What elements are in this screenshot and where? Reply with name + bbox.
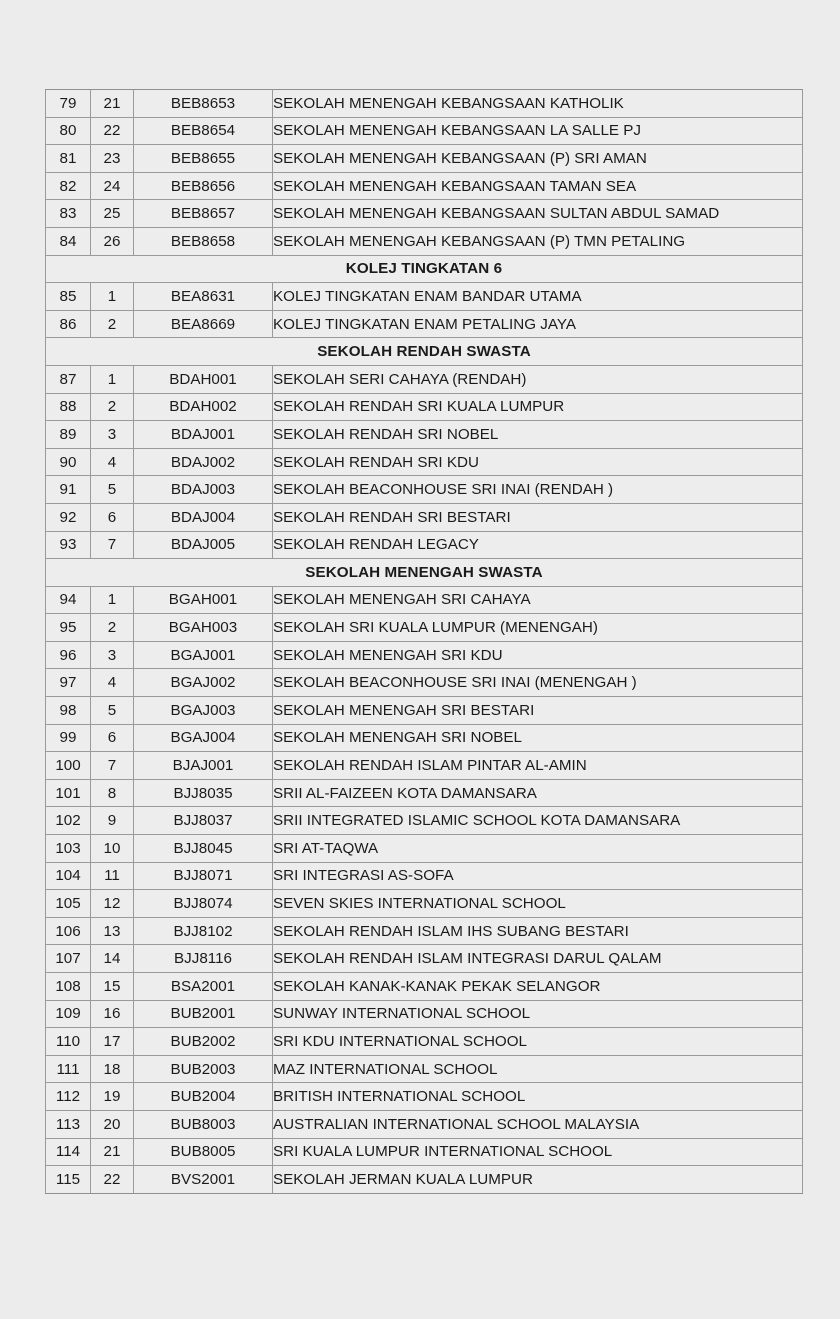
school-name-cell: SEKOLAH BEACONHOUSE SRI INAI (RENDAH ) <box>273 476 803 504</box>
school-code-cell: BEB8653 <box>134 90 273 118</box>
school-name-cell: SEKOLAH MENENGAH SRI BESTARI <box>273 697 803 725</box>
school-name-cell: MAZ INTERNATIONAL SCHOOL <box>273 1055 803 1083</box>
school-code-cell: BEA8669 <box>134 310 273 338</box>
school-code-cell: BJJ8071 <box>134 862 273 890</box>
row-sequence-cell: 17 <box>91 1028 134 1056</box>
school-code-cell: BGAJ004 <box>134 724 273 752</box>
row-number-cell: 79 <box>46 90 91 118</box>
row-sequence-cell: 9 <box>91 807 134 835</box>
school-name-cell: AUSTRALIAN INTERNATIONAL SCHOOL MALAYSIA <box>273 1110 803 1138</box>
row-sequence-cell: 21 <box>91 1138 134 1166</box>
school-name-cell: SEKOLAH MENENGAH SRI KDU <box>273 641 803 669</box>
table-row <box>46 503 803 531</box>
school-code-cell: BDAJ001 <box>134 421 273 449</box>
row-sequence-cell: 12 <box>91 890 134 918</box>
table-row <box>46 586 803 614</box>
row-sequence-cell: 2 <box>91 614 134 642</box>
section-header-row <box>46 255 803 283</box>
row-sequence-cell: 4 <box>91 669 134 697</box>
school-name-cell: SUNWAY INTERNATIONAL SCHOOL <box>273 1000 803 1028</box>
row-number-cell: 81 <box>46 145 91 173</box>
row-sequence-cell: 2 <box>91 393 134 421</box>
school-name-cell: SEKOLAH MENENGAH KEBANGSAAN TAMAN SEA <box>273 172 803 200</box>
table-row <box>46 448 803 476</box>
school-name-cell: SRI INTEGRASI AS-SOFA <box>273 862 803 890</box>
table-row <box>46 365 803 393</box>
table-row <box>46 807 803 835</box>
row-number-cell: 100 <box>46 752 91 780</box>
row-sequence-cell: 14 <box>91 945 134 973</box>
row-number-cell: 93 <box>46 531 91 559</box>
table-row <box>46 1083 803 1111</box>
school-code-cell: BUB8003 <box>134 1110 273 1138</box>
school-code-cell: BDAJ003 <box>134 476 273 504</box>
table-row <box>46 945 803 973</box>
school-code-cell: BDAH001 <box>134 365 273 393</box>
table-row <box>46 1028 803 1056</box>
row-sequence-cell: 2 <box>91 310 134 338</box>
row-sequence-cell: 23 <box>91 145 134 173</box>
school-code-cell: BGAH001 <box>134 586 273 614</box>
row-sequence-cell: 3 <box>91 421 134 449</box>
row-number-cell: 109 <box>46 1000 91 1028</box>
school-name-cell: SEKOLAH RENDAH SRI NOBEL <box>273 421 803 449</box>
row-number-cell: 82 <box>46 172 91 200</box>
school-code-cell: BVS2001 <box>134 1166 273 1194</box>
row-number-cell: 88 <box>46 393 91 421</box>
school-code-cell: BJAJ001 <box>134 752 273 780</box>
school-code-cell: BUB2003 <box>134 1055 273 1083</box>
row-sequence-cell: 5 <box>91 697 134 725</box>
school-name-cell: KOLEJ TINGKATAN ENAM BANDAR UTAMA <box>273 283 803 311</box>
row-sequence-cell: 22 <box>91 117 134 145</box>
row-sequence-cell: 6 <box>91 724 134 752</box>
school-list-table <box>45 89 803 1194</box>
row-sequence-cell: 10 <box>91 835 134 863</box>
school-code-cell: BJJ8045 <box>134 835 273 863</box>
row-number-cell: 105 <box>46 890 91 918</box>
table-row <box>46 779 803 807</box>
school-code-cell: BEB8656 <box>134 172 273 200</box>
row-number-cell: 84 <box>46 227 91 255</box>
school-code-cell: BEB8658 <box>134 227 273 255</box>
school-code-cell: BJJ8116 <box>134 945 273 973</box>
school-code-cell: BJJ8102 <box>134 917 273 945</box>
table-row <box>46 421 803 449</box>
section-header-title: KOLEJ TINGKATAN 6 <box>46 255 803 283</box>
table-row <box>46 310 803 338</box>
school-name-cell: SEKOLAH MENENGAH KEBANGSAAN KATHOLIK <box>273 90 803 118</box>
table-row <box>46 227 803 255</box>
school-code-cell: BGAJ002 <box>134 669 273 697</box>
row-number-cell: 95 <box>46 614 91 642</box>
row-number-cell: 90 <box>46 448 91 476</box>
school-code-cell: BJJ8035 <box>134 779 273 807</box>
school-code-cell: BEB8657 <box>134 200 273 228</box>
school-code-cell: BUB2001 <box>134 1000 273 1028</box>
row-sequence-cell: 7 <box>91 531 134 559</box>
row-number-cell: 102 <box>46 807 91 835</box>
table-row <box>46 1138 803 1166</box>
school-code-cell: BSA2001 <box>134 973 273 1001</box>
row-sequence-cell: 15 <box>91 973 134 1001</box>
row-sequence-cell: 18 <box>91 1055 134 1083</box>
school-name-cell: SEKOLAH MENENGAH SRI NOBEL <box>273 724 803 752</box>
row-number-cell: 98 <box>46 697 91 725</box>
row-number-cell: 94 <box>46 586 91 614</box>
row-sequence-cell: 24 <box>91 172 134 200</box>
row-number-cell: 115 <box>46 1166 91 1194</box>
row-number-cell: 112 <box>46 1083 91 1111</box>
table-row <box>46 117 803 145</box>
school-name-cell: SRI KDU INTERNATIONAL SCHOOL <box>273 1028 803 1056</box>
school-name-cell: SEKOLAH MENENGAH KEBANGSAAN LA SALLE PJ <box>273 117 803 145</box>
row-number-cell: 89 <box>46 421 91 449</box>
table-row <box>46 1055 803 1083</box>
school-code-cell: BGAJ001 <box>134 641 273 669</box>
school-code-cell: BEB8654 <box>134 117 273 145</box>
school-name-cell: SEKOLAH RENDAH SRI KUALA LUMPUR <box>273 393 803 421</box>
row-sequence-cell: 26 <box>91 227 134 255</box>
row-number-cell: 83 <box>46 200 91 228</box>
school-code-cell: BDAJ004 <box>134 503 273 531</box>
school-name-cell: SEKOLAH RENDAH SRI BESTARI <box>273 503 803 531</box>
row-number-cell: 108 <box>46 973 91 1001</box>
row-number-cell: 106 <box>46 917 91 945</box>
school-name-cell: SRI KUALA LUMPUR INTERNATIONAL SCHOOL <box>273 1138 803 1166</box>
school-code-cell: BUB2004 <box>134 1083 273 1111</box>
table-row <box>46 476 803 504</box>
row-sequence-cell: 4 <box>91 448 134 476</box>
row-sequence-cell: 25 <box>91 200 134 228</box>
table-row <box>46 862 803 890</box>
school-name-cell: SEKOLAH MENENGAH KEBANGSAAN (P) SRI AMAN <box>273 145 803 173</box>
table-row <box>46 835 803 863</box>
row-number-cell: 97 <box>46 669 91 697</box>
table-row <box>46 669 803 697</box>
school-code-cell: BEB8655 <box>134 145 273 173</box>
row-number-cell: 85 <box>46 283 91 311</box>
section-header-row <box>46 338 803 366</box>
table-row <box>46 917 803 945</box>
row-number-cell: 114 <box>46 1138 91 1166</box>
table-row <box>46 697 803 725</box>
row-sequence-cell: 8 <box>91 779 134 807</box>
row-sequence-cell: 11 <box>91 862 134 890</box>
school-name-cell: SEKOLAH RENDAH ISLAM INTEGRASI DARUL QALAM <box>273 945 803 973</box>
row-sequence-cell: 1 <box>91 365 134 393</box>
table-row <box>46 531 803 559</box>
school-name-cell: SEKOLAH RENDAH SRI KDU <box>273 448 803 476</box>
school-name-cell: SEKOLAH BEACONHOUSE SRI INAI (MENENGAH ) <box>273 669 803 697</box>
school-name-cell: BRITISH INTERNATIONAL SCHOOL <box>273 1083 803 1111</box>
row-number-cell: 91 <box>46 476 91 504</box>
school-code-cell: BJJ8074 <box>134 890 273 918</box>
row-number-cell: 99 <box>46 724 91 752</box>
table-row <box>46 1110 803 1138</box>
school-code-cell: BUB8005 <box>134 1138 273 1166</box>
school-name-cell: SEKOLAH RENDAH LEGACY <box>273 531 803 559</box>
section-header-row <box>46 559 803 587</box>
row-number-cell: 86 <box>46 310 91 338</box>
table-row <box>46 1166 803 1194</box>
row-sequence-cell: 22 <box>91 1166 134 1194</box>
table-row <box>46 752 803 780</box>
school-code-cell: BGAJ003 <box>134 697 273 725</box>
school-code-cell: BGAH003 <box>134 614 273 642</box>
row-sequence-cell: 1 <box>91 586 134 614</box>
table-row <box>46 90 803 118</box>
school-name-cell: SRII INTEGRATED ISLAMIC SCHOOL KOTA DAMANSARA <box>273 807 803 835</box>
row-sequence-cell: 5 <box>91 476 134 504</box>
row-number-cell: 103 <box>46 835 91 863</box>
table-row <box>46 641 803 669</box>
school-name-cell: SEKOLAH JERMAN KUALA LUMPUR <box>273 1166 803 1194</box>
table-row <box>46 283 803 311</box>
school-code-cell: BEA8631 <box>134 283 273 311</box>
school-name-cell: SEKOLAH MENENGAH KEBANGSAAN (P) TMN PETALING <box>273 227 803 255</box>
school-name-cell: SEKOLAH MENENGAH SRI CAHAYA <box>273 586 803 614</box>
school-name-cell: SEKOLAH SRI KUALA LUMPUR (MENENGAH) <box>273 614 803 642</box>
school-name-cell: SEKOLAH RENDAH ISLAM PINTAR AL-AMIN <box>273 752 803 780</box>
school-code-cell: BDAH002 <box>134 393 273 421</box>
section-header-title: SEKOLAH RENDAH SWASTA <box>46 338 803 366</box>
row-number-cell: 104 <box>46 862 91 890</box>
row-sequence-cell: 16 <box>91 1000 134 1028</box>
row-number-cell: 101 <box>46 779 91 807</box>
school-name-cell: SEKOLAH SERI CAHAYA (RENDAH) <box>273 365 803 393</box>
school-list-table-body <box>46 90 803 1194</box>
row-number-cell: 113 <box>46 1110 91 1138</box>
school-name-cell: KOLEJ TINGKATAN ENAM PETALING JAYA <box>273 310 803 338</box>
table-row <box>46 1000 803 1028</box>
row-sequence-cell: 7 <box>91 752 134 780</box>
row-sequence-cell: 19 <box>91 1083 134 1111</box>
row-number-cell: 110 <box>46 1028 91 1056</box>
row-number-cell: 111 <box>46 1055 91 1083</box>
school-code-cell: BDAJ002 <box>134 448 273 476</box>
table-row <box>46 172 803 200</box>
row-sequence-cell: 21 <box>91 90 134 118</box>
school-name-cell: SEKOLAH KANAK-KANAK PEKAK SELANGOR <box>273 973 803 1001</box>
table-row <box>46 393 803 421</box>
table-row <box>46 890 803 918</box>
row-number-cell: 92 <box>46 503 91 531</box>
school-code-cell: BUB2002 <box>134 1028 273 1056</box>
row-number-cell: 87 <box>46 365 91 393</box>
table-row <box>46 200 803 228</box>
table-row <box>46 145 803 173</box>
row-sequence-cell: 20 <box>91 1110 134 1138</box>
school-code-cell: BDAJ005 <box>134 531 273 559</box>
school-name-cell: SRI AT-TAQWA <box>273 835 803 863</box>
school-name-cell: SEKOLAH RENDAH ISLAM IHS SUBANG BESTARI <box>273 917 803 945</box>
school-code-cell: BJJ8037 <box>134 807 273 835</box>
table-row <box>46 614 803 642</box>
row-sequence-cell: 1 <box>91 283 134 311</box>
row-sequence-cell: 3 <box>91 641 134 669</box>
table-row <box>46 973 803 1001</box>
section-header-title: SEKOLAH MENENGAH SWASTA <box>46 559 803 587</box>
school-name-cell: SEKOLAH MENENGAH KEBANGSAAN SULTAN ABDUL SAMAD <box>273 200 803 228</box>
row-number-cell: 80 <box>46 117 91 145</box>
school-name-cell: SEVEN SKIES INTERNATIONAL SCHOOL <box>273 890 803 918</box>
row-sequence-cell: 6 <box>91 503 134 531</box>
row-number-cell: 107 <box>46 945 91 973</box>
school-name-cell: SRII AL-FAIZEEN KOTA DAMANSARA <box>273 779 803 807</box>
table-row <box>46 724 803 752</box>
row-sequence-cell: 13 <box>91 917 134 945</box>
row-number-cell: 96 <box>46 641 91 669</box>
